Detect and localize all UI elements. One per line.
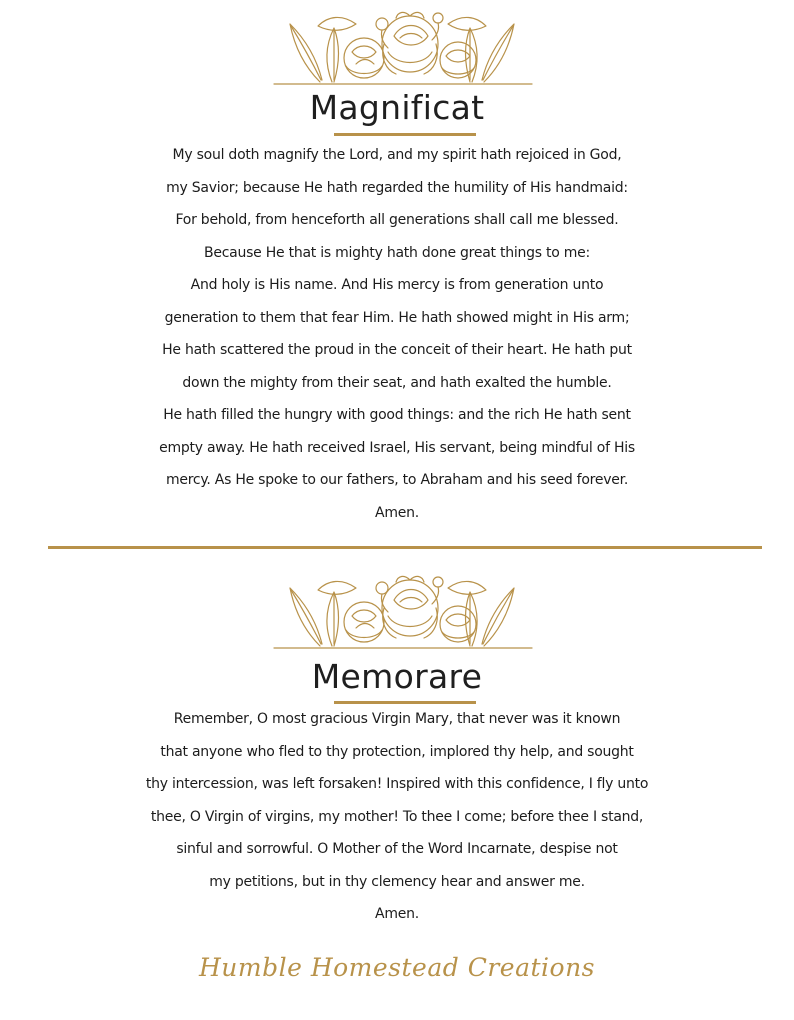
prayer-line: that anyone who fled to thy protection, implored thy help, and sought [160, 743, 634, 760]
magnificat-title-underline [334, 133, 476, 136]
prayer-line: thy intercession, was left forsaken! Inspired with this confidence, I fly unto [145, 776, 649, 792]
amen-line: Amen. [375, 504, 419, 521]
prayer-line: empty away. He hath received Israel, His servant, being mindful of His [159, 439, 635, 456]
prayer-line: mercy. As He spoke to our fathers, to Abraham and his seed forever. [165, 472, 629, 488]
prayer-line: He hath scattered the proud in the conceit of their heart. He hath put [162, 342, 632, 358]
memorare-title: Memorare [311, 657, 483, 696]
section-divider [48, 546, 762, 549]
prayer-line: Because He that is mighty hath done great things to me: [204, 244, 590, 261]
brand-signature: Humble Homestead Creations [198, 953, 596, 982]
prayer-line: down the mighty from their seat, and hath exalted the humble. [182, 374, 612, 391]
prayer-line: my petitions, but in thy clemency hear and answer me. [209, 873, 585, 890]
magnificat-title: Magnificat [309, 88, 485, 127]
floral-ornament-icon [272, 4, 534, 90]
magnificat-prayer-text [0, 139, 794, 529]
floral-ornament-icon [272, 568, 534, 654]
prayer-line: my Savior; because He hath regarded the humility of His handmaid: [166, 179, 628, 196]
prayer-line: generation to them that fear Him. He hath showed might in His arm; [164, 309, 630, 326]
prayer-line: Remember, O most gracious Virgin Mary, that never was it known [173, 711, 621, 727]
prayer-line: He hath filled the hungry with good things: and the rich He hath sent [163, 407, 631, 423]
prayer-line: And holy is His name. And His mercy is from generation unto [190, 277, 604, 293]
prayer-line: My soul doth magnify the Lord, and my spirit hath rejoiced in God, [172, 147, 622, 163]
memorare-section [0, 560, 794, 1020]
amen-line: Amen. [375, 906, 419, 922]
prayer-line: sinful and sorrowful. O Mother of the Word Incarnate, despise not [176, 841, 618, 857]
prayer-line: thee, O Virgin of virgins, my mother! To thee I come; before thee I stand, [150, 808, 644, 825]
prayer-line: For behold, from henceforth all generations shall call me blessed. [175, 212, 619, 228]
memorare-prayer-text [0, 703, 794, 931]
